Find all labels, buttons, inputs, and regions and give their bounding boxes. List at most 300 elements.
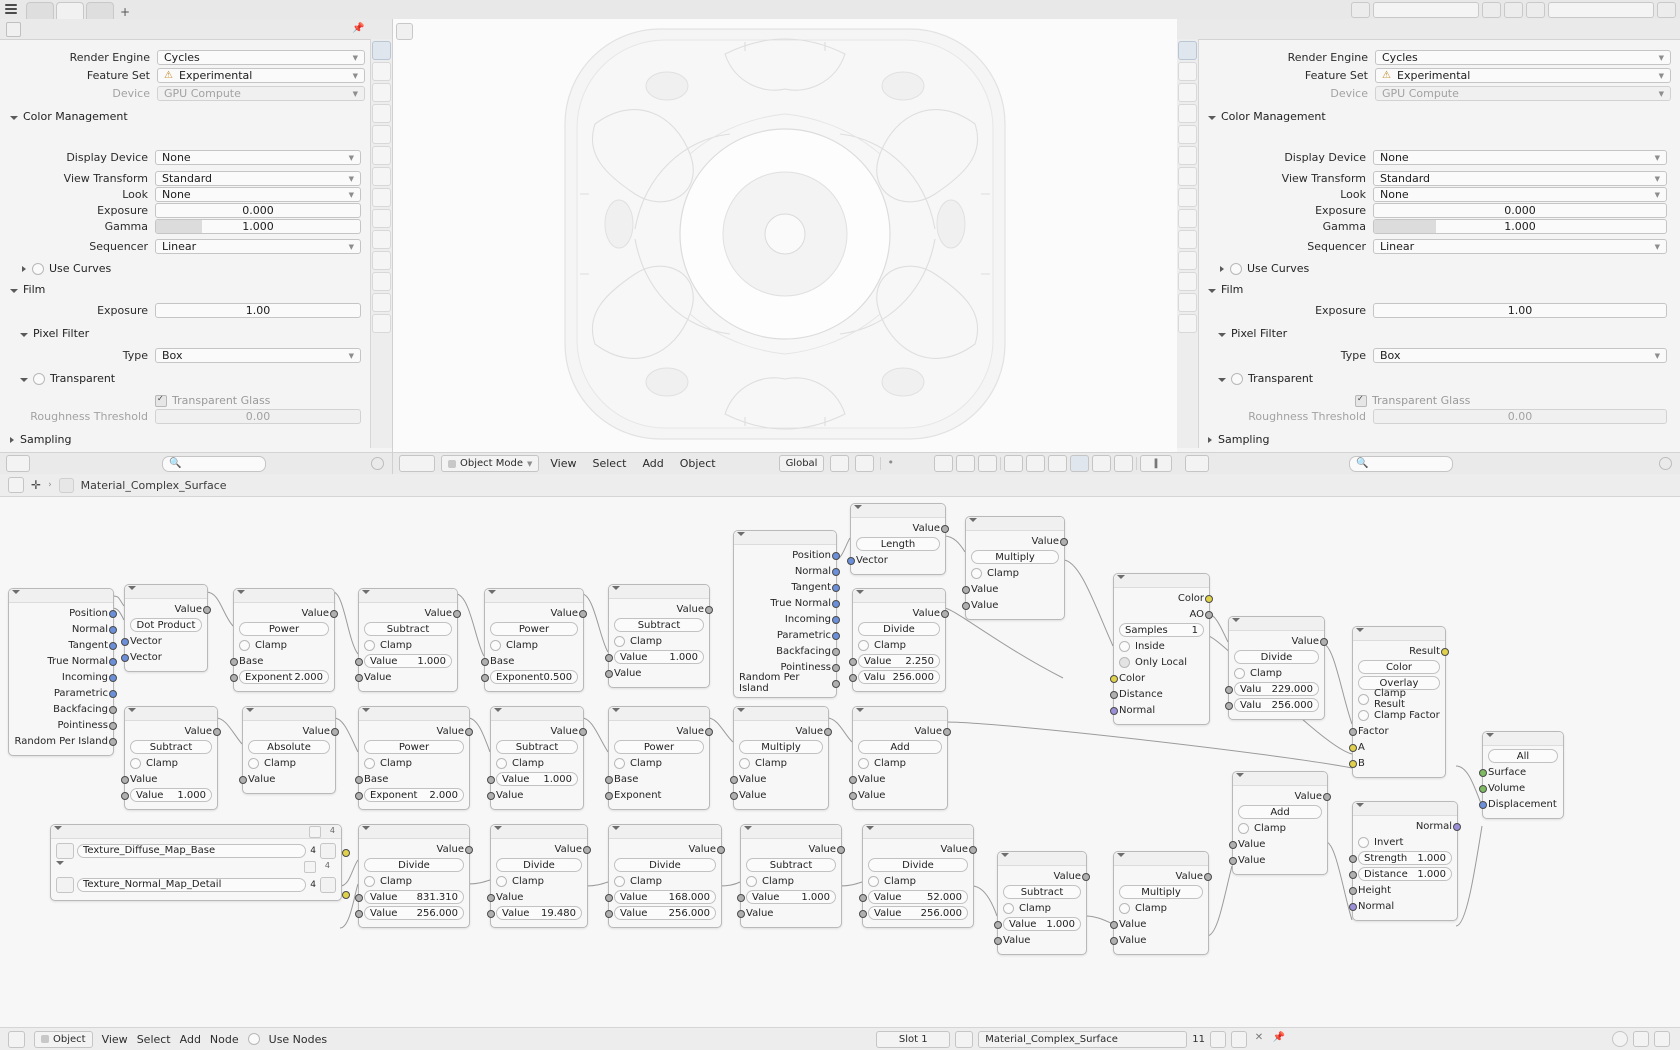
collapse-icon[interactable] bbox=[488, 590, 496, 594]
operation-dropdown[interactable]: Multiply bbox=[971, 550, 1059, 564]
image-icon-2[interactable] bbox=[304, 861, 316, 873]
collapse-icon[interactable] bbox=[737, 532, 745, 536]
resize-grip-icon[interactable] bbox=[371, 457, 384, 470]
value-field[interactable]: Value 168.000 bbox=[614, 890, 716, 904]
collapse-icon[interactable] bbox=[12, 590, 20, 594]
clamp-checkbox[interactable] bbox=[364, 876, 375, 887]
tab-world[interactable] bbox=[372, 125, 391, 144]
display-device-dropdown-r[interactable]: None ▼ bbox=[1373, 150, 1667, 165]
menu-icon[interactable] bbox=[5, 4, 17, 15]
value-field[interactable]: Value 19.480 bbox=[496, 906, 582, 920]
view-transform-dropdown[interactable] bbox=[155, 171, 361, 186]
tab-data-r[interactable] bbox=[1178, 272, 1197, 291]
clamp-checkbox[interactable] bbox=[496, 876, 507, 887]
render-engine-dropdown[interactable] bbox=[157, 50, 365, 65]
collapse-icon[interactable] bbox=[362, 590, 370, 594]
node-math-divide-2[interactable]: Value Divide Clamp Value Value 19.480 bbox=[490, 824, 588, 928]
warning-icon: ⚠ bbox=[1382, 69, 1391, 81]
node-math-divide-3[interactable]: Value Divide Clamp Value 168.000 Value 256.000 bbox=[608, 824, 722, 928]
pixel-filter-type-label: Type bbox=[122, 349, 148, 362]
material-name-field[interactable]: Material_Complex_Surface bbox=[978, 1031, 1187, 1048]
collapse-icon[interactable] bbox=[1117, 853, 1125, 857]
use-nodes-toggle[interactable]: Use Nodes bbox=[248, 1033, 328, 1046]
clamp-checkbox[interactable] bbox=[858, 758, 869, 769]
film-exposure-slider[interactable] bbox=[155, 303, 361, 318]
operation-dropdown[interactable]: Add bbox=[858, 740, 942, 754]
film-section[interactable] bbox=[10, 283, 45, 296]
transparent-checkbox[interactable] bbox=[33, 373, 45, 385]
exposure-value: 0.000 bbox=[242, 204, 274, 217]
workspace-tab-compositing[interactable] bbox=[86, 2, 114, 19]
inside-checkbox[interactable] bbox=[1119, 641, 1130, 652]
exponent-field[interactable]: Exponent 0.500 bbox=[490, 670, 578, 684]
render-engine-dropdown-r[interactable]: Cycles ▼ bbox=[1375, 50, 1671, 65]
search-input-r[interactable] bbox=[1349, 456, 1453, 472]
pixel-filter-section[interactable] bbox=[20, 327, 89, 340]
overlay-icon[interactable] bbox=[1004, 455, 1023, 472]
look-dropdown-r[interactable]: None ▼ bbox=[1373, 187, 1667, 202]
node-ambient-occlusion[interactable]: Color AO Samples 1 Inside Only Local Color Distance Normal bbox=[1113, 573, 1210, 725]
operation-dropdown[interactable]: Subtract bbox=[496, 740, 578, 754]
add-workspace-icon[interactable]: + bbox=[120, 5, 131, 19]
search-input[interactable] bbox=[162, 456, 266, 472]
workspace-tab-layout[interactable] bbox=[26, 2, 54, 19]
node-math-divide-4[interactable]: Value Divide Clamp Value 52.000 Value 256.000 bbox=[862, 824, 974, 928]
tab-collection-r[interactable] bbox=[1178, 146, 1197, 165]
collapse-icon[interactable] bbox=[237, 590, 245, 594]
pixel-filter-type-row-r: Type Box ▼ bbox=[1198, 348, 1676, 363]
tab-constraints-r[interactable] bbox=[1178, 251, 1197, 270]
properties-footer-right bbox=[1177, 452, 1680, 474]
use-curves-checkbox[interactable] bbox=[32, 263, 44, 275]
shading-material-icon[interactable] bbox=[1092, 455, 1111, 472]
tab-world-r[interactable] bbox=[1178, 125, 1197, 144]
node-header[interactable] bbox=[9, 589, 113, 603]
shading-wireframe-icon[interactable] bbox=[1048, 455, 1067, 472]
gamma-slider[interactable] bbox=[155, 219, 361, 234]
clamp-checkbox[interactable] bbox=[1238, 823, 1249, 834]
operation-dropdown[interactable]: Subtract bbox=[1003, 885, 1081, 899]
menu-object[interactable]: Object bbox=[679, 457, 716, 470]
collapse-icon[interactable] bbox=[856, 708, 864, 712]
value-field[interactable]: Value 1.000 bbox=[130, 788, 212, 802]
collapse-icon[interactable] bbox=[612, 586, 620, 590]
clamp-checkbox[interactable] bbox=[364, 640, 375, 651]
filter-icon[interactable] bbox=[956, 455, 975, 472]
operation-dropdown[interactable]: Subtract bbox=[130, 740, 212, 754]
sampling-section[interactable] bbox=[10, 433, 72, 446]
image-icon[interactable] bbox=[309, 826, 321, 838]
spacer-icon bbox=[903, 456, 920, 471]
tab-texture[interactable] bbox=[372, 314, 391, 333]
use-curves-checkbox-r[interactable] bbox=[1230, 263, 1242, 275]
node-math-add-2[interactable]: Value Add Clamp Value Value bbox=[1232, 771, 1328, 875]
viewport-3d[interactable] bbox=[392, 19, 1179, 474]
shield-icon[interactable] bbox=[1210, 1031, 1226, 1048]
operation-dropdown[interactable]: Power bbox=[614, 740, 704, 754]
roughness-threshold-slider-r[interactable]: 0.00 bbox=[1373, 409, 1667, 424]
collapse-icon[interactable] bbox=[866, 826, 874, 830]
view-layer-field[interactable] bbox=[1548, 2, 1654, 18]
viewport-editor-type-button[interactable] bbox=[399, 455, 435, 472]
value-field[interactable]: Value 2.250 bbox=[858, 654, 940, 668]
clamp-checkbox[interactable] bbox=[248, 758, 259, 769]
transparent-glass-row-r[interactable]: ✓ Transparent Glass bbox=[1355, 394, 1470, 407]
sampling-section-r[interactable]: Sampling bbox=[1208, 433, 1270, 446]
sequencer-dropdown[interactable] bbox=[155, 239, 361, 254]
film-section-r[interactable]: Film bbox=[1208, 283, 1243, 296]
look-row-r: Look None ▼ bbox=[1198, 187, 1676, 202]
collapse-icon[interactable] bbox=[744, 826, 752, 830]
menu-add[interactable]: Add bbox=[642, 457, 664, 470]
tab-particles-r[interactable] bbox=[1178, 209, 1197, 228]
new-view-layer-icon[interactable] bbox=[1657, 2, 1676, 18]
clamp-checkbox[interactable] bbox=[496, 758, 507, 769]
clamp-checkbox[interactable] bbox=[739, 758, 750, 769]
unlink-icon-2[interactable] bbox=[320, 877, 336, 893]
overlay-node-icon[interactable] bbox=[1633, 1031, 1649, 1047]
tab-material-r[interactable] bbox=[1178, 293, 1197, 312]
tab-data[interactable] bbox=[372, 272, 391, 291]
clamp-checkbox[interactable] bbox=[130, 758, 141, 769]
collapse-icon[interactable] bbox=[1001, 853, 1009, 857]
operation-dropdown[interactable]: Divide bbox=[858, 622, 940, 636]
workspace-tab-shading[interactable] bbox=[56, 2, 84, 19]
use-curves-row[interactable] bbox=[22, 262, 111, 275]
device-dropdown[interactable] bbox=[157, 86, 365, 101]
value-field[interactable]: Value 256.000 bbox=[364, 906, 464, 920]
menu-view-node[interactable]: View bbox=[101, 1032, 128, 1046]
view-transform-row-r: View Transform Standard ▼ bbox=[1198, 171, 1676, 186]
value-field[interactable]: Value 1.000 bbox=[746, 890, 836, 904]
feature-set-dropdown[interactable] bbox=[157, 68, 365, 83]
collapse-icon-2[interactable] bbox=[56, 861, 64, 865]
tab-modifiers-r[interactable] bbox=[1178, 188, 1197, 207]
clamp-checkbox[interactable] bbox=[239, 640, 250, 651]
value-field[interactable]: Value 256.000 bbox=[868, 906, 968, 920]
transparent-glass-checkbox-r[interactable] bbox=[1355, 395, 1367, 407]
snap-icon[interactable] bbox=[830, 455, 849, 472]
pixel-filter-section-r[interactable]: Pixel Filter bbox=[1218, 327, 1287, 340]
node-math-multiply-3[interactable]: Value Multiply Clamp Value Value bbox=[1113, 851, 1209, 955]
slot-dropdown[interactable]: Slot 1 bbox=[876, 1031, 950, 1048]
node-vector-math-dot[interactable]: Value Dot Product Vector Vector bbox=[124, 584, 208, 672]
color-management-section-r[interactable]: Color Management bbox=[1208, 110, 1326, 123]
clamp-checkbox[interactable] bbox=[364, 758, 375, 769]
close-icon[interactable]: ✕ bbox=[1254, 1031, 1264, 1043]
node-math-multiply-top[interactable]: Value Multiply Clamp Value Value bbox=[965, 516, 1065, 620]
unlink-icon[interactable] bbox=[320, 843, 336, 859]
collapse-icon[interactable] bbox=[494, 826, 502, 830]
users-count: 4 bbox=[310, 845, 316, 856]
tab-view-layer[interactable] bbox=[372, 83, 391, 102]
collapse-icon[interactable] bbox=[737, 708, 745, 712]
collapse-icon[interactable] bbox=[1236, 773, 1244, 777]
collapse-icon[interactable] bbox=[246, 708, 254, 712]
pixel-filter-type-dropdown[interactable] bbox=[155, 348, 361, 363]
sequencer-dropdown-r[interactable]: Linear ▼ bbox=[1373, 239, 1667, 254]
node-math-subtract-2[interactable]: Value Subtract Clamp Value 1.000 Value bbox=[608, 584, 710, 688]
view-layer-icon[interactable] bbox=[1526, 2, 1545, 18]
operation-dropdown[interactable]: Multiply bbox=[1119, 885, 1203, 899]
node-editor-type-icon[interactable] bbox=[8, 477, 24, 493]
collapse-icon[interactable] bbox=[856, 590, 864, 594]
node-mix-color[interactable]: Result Color Overlay Clamp Result Clamp Factor Factor A B bbox=[1352, 626, 1446, 778]
blend-type-dropdown[interactable]: Overlay bbox=[1358, 676, 1440, 690]
collapse-icon[interactable] bbox=[54, 826, 62, 830]
collapse-icon[interactable] bbox=[1356, 628, 1364, 632]
value-field[interactable]: Value 256.000 bbox=[614, 906, 716, 920]
transparent-section-r[interactable]: Transparent bbox=[1218, 372, 1313, 385]
menu-node[interactable]: Node bbox=[209, 1032, 239, 1046]
use-nodes-checkbox[interactable] bbox=[248, 1033, 260, 1045]
node-math-power-1[interactable]: Value Power Clamp Base Exponent 2.000 bbox=[233, 588, 335, 692]
exposure-slider-r[interactable]: 0.000 bbox=[1373, 203, 1667, 218]
operation-dropdown[interactable]: Absolute bbox=[248, 740, 330, 754]
image-browse-icon-2[interactable] bbox=[56, 877, 74, 893]
tab-scene-r[interactable] bbox=[1178, 104, 1197, 123]
clamp-checkbox[interactable] bbox=[614, 876, 625, 887]
clamp-checkbox[interactable] bbox=[490, 640, 501, 651]
scene-field[interactable] bbox=[1373, 2, 1479, 18]
tab-physics[interactable] bbox=[372, 230, 391, 249]
node-image-textures[interactable] bbox=[50, 824, 342, 901]
sequencer-row bbox=[0, 239, 366, 254]
clamp-result-checkbox[interactable] bbox=[1358, 694, 1369, 705]
collapse-icon[interactable] bbox=[362, 826, 370, 830]
operation-dropdown[interactable]: Multiply bbox=[739, 740, 823, 754]
viewport-editor-type-icon[interactable] bbox=[396, 23, 413, 40]
film-exposure-row bbox=[0, 303, 366, 318]
add-node-icon[interactable]: ✛ bbox=[31, 478, 42, 492]
chevron-down-icon: ▼ bbox=[1658, 53, 1664, 62]
value-field[interactable]: Value 52.000 bbox=[868, 890, 968, 904]
tab-collection[interactable] bbox=[372, 146, 391, 165]
editor-type-button-r[interactable] bbox=[1185, 455, 1209, 472]
copy-material-icon[interactable] bbox=[1231, 1031, 1247, 1048]
node-math-divide-ao[interactable]: Value Divide Clamp Valu 229.000 Valu 256.000 bbox=[1228, 616, 1325, 720]
operation-dropdown[interactable]: Divide bbox=[868, 858, 968, 872]
node-math-subtract-5[interactable]: Value Subtract Clamp Value 1.000 Value bbox=[740, 824, 842, 928]
interaction-mode-label: Object Mode bbox=[460, 458, 523, 469]
samples-field[interactable]: Samples 1 bbox=[1119, 623, 1204, 637]
only-local-checkbox[interactable] bbox=[1119, 657, 1130, 668]
node-math-subtract-4[interactable]: Value Subtract Clamp Value 1.000 Value bbox=[490, 706, 584, 810]
editor-type-button[interactable] bbox=[6, 455, 30, 472]
tab-modifiers[interactable] bbox=[372, 188, 391, 207]
xray-icon[interactable] bbox=[1026, 455, 1045, 472]
operation-dropdown[interactable]: Subtract bbox=[614, 618, 704, 632]
node-vector-length[interactable]: Value Length Vector bbox=[850, 503, 946, 575]
tab-render[interactable] bbox=[372, 41, 391, 60]
image-browse-icon[interactable] bbox=[56, 843, 74, 859]
operation-dropdown[interactable]: Divide bbox=[1234, 650, 1319, 664]
distance-field[interactable]: Distance 1.000 bbox=[1358, 867, 1452, 881]
transparent-checkbox-r[interactable] bbox=[1231, 373, 1243, 385]
clamp-checkbox[interactable] bbox=[1003, 903, 1014, 914]
tab-scene[interactable] bbox=[372, 104, 391, 123]
tab-physics-r[interactable] bbox=[1178, 230, 1197, 249]
tab-constraints[interactable] bbox=[372, 251, 391, 270]
node-math-subtract-3[interactable]: Value Subtract Clamp Value Value 1.000 bbox=[124, 706, 218, 810]
options-node-icon[interactable] bbox=[1654, 1031, 1670, 1047]
pause-render-button[interactable]: ‖ bbox=[1140, 455, 1172, 472]
collapse-icon[interactable] bbox=[969, 518, 977, 522]
snap-node-icon[interactable] bbox=[1612, 1031, 1628, 1047]
node-geometry-a[interactable] bbox=[8, 588, 114, 756]
value-field[interactable]: Value 1.000 bbox=[496, 772, 578, 786]
menu-view[interactable]: View bbox=[550, 457, 577, 470]
menu-select-node[interactable]: Select bbox=[136, 1032, 171, 1046]
clamp-checkbox[interactable] bbox=[1119, 903, 1130, 914]
transparent-glass-row[interactable] bbox=[155, 394, 270, 407]
operation-dropdown[interactable]: Power bbox=[364, 740, 464, 754]
operation-dropdown[interactable]: Subtract bbox=[364, 622, 452, 636]
target-dropdown[interactable]: All bbox=[1488, 749, 1558, 763]
collapse-icon[interactable] bbox=[612, 826, 620, 830]
operation-dropdown[interactable]: Length bbox=[856, 537, 940, 551]
feature-set-dropdown-r[interactable]: ⚠ Experimental ▼ bbox=[1375, 68, 1671, 83]
operation-dropdown[interactable]: Power bbox=[490, 622, 578, 636]
image-name-field[interactable]: Texture_Diffuse_Map_Base bbox=[77, 844, 306, 858]
tab-object[interactable] bbox=[372, 167, 391, 186]
value-field[interactable]: Value 1.000 bbox=[614, 650, 704, 664]
node-math-absolute[interactable]: Value Absolute Clamp Value bbox=[242, 706, 336, 794]
pixel-filter-type-dropdown-r[interactable]: Box ▼ bbox=[1373, 348, 1667, 363]
invert-checkbox[interactable] bbox=[1358, 837, 1369, 848]
film-exposure-slider-r[interactable]: 1.00 bbox=[1373, 303, 1667, 318]
clamp-checkbox[interactable] bbox=[858, 640, 869, 651]
node-math-multiply-2[interactable]: Value Multiply Clamp Value Value bbox=[733, 706, 829, 810]
use-curves-row-r[interactable]: Use Curves bbox=[1220, 262, 1309, 275]
device-dropdown-r[interactable]: GPU Compute ▼ bbox=[1375, 86, 1671, 101]
collapse-icon[interactable] bbox=[494, 708, 502, 712]
clamp-checkbox[interactable] bbox=[746, 876, 757, 887]
clamp-checkbox[interactable] bbox=[971, 568, 982, 579]
value-field[interactable]: Value 831.310 bbox=[364, 890, 464, 904]
collapse-icon[interactable] bbox=[1486, 733, 1494, 737]
collapse-icon[interactable] bbox=[1356, 803, 1364, 807]
transparent-glass-checkbox[interactable] bbox=[155, 395, 167, 407]
operation-dropdown[interactable]: Divide bbox=[614, 858, 716, 872]
socket-row: True Normal bbox=[14, 654, 108, 668]
look-dropdown[interactable] bbox=[155, 187, 361, 202]
operation-dropdown[interactable]: Power bbox=[239, 622, 329, 636]
clamp-checkbox[interactable] bbox=[1234, 668, 1245, 679]
display-device-dropdown[interactable] bbox=[155, 150, 361, 165]
data-type-dropdown[interactable]: Color bbox=[1358, 660, 1440, 674]
tab-render-r[interactable] bbox=[1178, 41, 1197, 60]
operation-dropdown[interactable]: Dot Product bbox=[130, 618, 202, 632]
node-material-output[interactable]: All Surface Volume Displacement bbox=[1482, 731, 1564, 819]
operation-dropdown[interactable]: Divide bbox=[364, 858, 464, 872]
scene-icon[interactable] bbox=[1351, 2, 1370, 18]
menu-select[interactable]: Select bbox=[592, 457, 627, 470]
clamp-checkbox[interactable] bbox=[868, 876, 879, 887]
exponent-field[interactable]: Exponent 2.000 bbox=[239, 670, 329, 684]
editor-type-icon[interactable] bbox=[6, 22, 21, 37]
node-math-power-3[interactable]: Value Power Clamp Base Exponent 2.000 bbox=[358, 706, 470, 810]
pin-icon[interactable]: 📌 bbox=[352, 23, 365, 34]
tab-output[interactable] bbox=[372, 62, 391, 81]
operation-dropdown[interactable]: Divide bbox=[496, 858, 582, 872]
editor-type-button-node[interactable] bbox=[8, 1031, 25, 1048]
collapse-icon[interactable] bbox=[128, 586, 136, 590]
operation-dropdown[interactable]: Subtract bbox=[746, 858, 836, 872]
gizmo-icon[interactable] bbox=[978, 455, 997, 472]
clamp-factor-checkbox[interactable] bbox=[1358, 710, 1369, 721]
look-label: Look bbox=[122, 188, 148, 201]
collapse-icon[interactable] bbox=[612, 708, 620, 712]
visibility-icon[interactable] bbox=[934, 455, 953, 472]
value-field[interactable]: Value 1.000 bbox=[364, 654, 452, 668]
proportional-edit-icon[interactable] bbox=[855, 455, 874, 472]
roughness-threshold-slider[interactable] bbox=[155, 409, 361, 424]
gamma-row-r: Gamma 1.000 bbox=[1198, 219, 1676, 234]
tab-object-r[interactable] bbox=[1178, 167, 1197, 186]
material-users-count: 11 bbox=[1192, 1033, 1205, 1045]
transparent-section[interactable] bbox=[20, 372, 115, 385]
tab-particles[interactable] bbox=[372, 209, 391, 228]
tab-view-layer-r[interactable] bbox=[1178, 83, 1197, 102]
node-math-divide-top[interactable]: Value Divide Clamp Value 2.250 Valu 256.000 bbox=[852, 588, 946, 692]
node-bump[interactable]: Normal Invert Strength 1.000 Distance 1.000 Height Normal bbox=[1352, 801, 1458, 921]
interaction-mode-dropdown[interactable]: Object Mode ▼ bbox=[441, 455, 539, 472]
node-math-power-4[interactable]: Value Power Clamp Base Exponent bbox=[608, 706, 710, 810]
new-scene-icon[interactable] bbox=[1482, 2, 1501, 18]
strength-field[interactable]: Strength 1.000 bbox=[1358, 851, 1452, 865]
value-field[interactable]: Valu 256.000 bbox=[858, 670, 940, 684]
node-geometry-b[interactable]: Position Normal Tangent True Normal Incoming Parametric Backfacing Pointiness Random Per Island bbox=[733, 530, 837, 698]
shading-rendered-icon[interactable] bbox=[1114, 455, 1133, 472]
clamp-checkbox[interactable] bbox=[614, 758, 625, 769]
node-math-power-2[interactable]: Value Power Clamp Base Exponent 0.500 bbox=[484, 588, 584, 692]
node-canvas[interactable] bbox=[0, 496, 1680, 1028]
gamma-slider-r[interactable]: 1.000 bbox=[1373, 219, 1667, 234]
view-transform-dropdown-r[interactable]: Standard ▼ bbox=[1373, 171, 1667, 186]
operation-dropdown[interactable]: Add bbox=[1238, 805, 1322, 819]
tab-output-r[interactable] bbox=[1178, 62, 1197, 81]
unlink-scene-icon[interactable] bbox=[1504, 2, 1523, 18]
collapse-icon[interactable] bbox=[128, 708, 136, 712]
exponent-field[interactable]: Exponent 2.000 bbox=[364, 788, 464, 802]
shading-type-dropdown[interactable]: Object bbox=[34, 1031, 93, 1048]
tab-material[interactable] bbox=[372, 293, 391, 312]
node-math-add-1[interactable]: Value Add Clamp Value Value bbox=[852, 706, 948, 810]
browse-material-icon[interactable] bbox=[955, 1031, 973, 1048]
exposure-slider[interactable] bbox=[155, 203, 361, 218]
pin-icon-node[interactable]: 📌 bbox=[1272, 1031, 1286, 1043]
transform-orientation-dropdown[interactable] bbox=[779, 455, 825, 472]
value-field[interactable]: Valu 229.000 bbox=[1234, 682, 1319, 696]
collapse-icon[interactable] bbox=[854, 505, 862, 509]
node-math-subtract-1[interactable]: Value Subtract Clamp Value 1.000 Value bbox=[358, 588, 458, 692]
clamp-checkbox[interactable] bbox=[614, 636, 625, 647]
collapse-icon[interactable] bbox=[1117, 575, 1125, 579]
image-name-field-2[interactable]: Texture_Normal_Map_Detail bbox=[77, 878, 306, 892]
collapse-icon[interactable] bbox=[362, 708, 370, 712]
menu-add-node[interactable]: Add bbox=[179, 1032, 201, 1046]
shading-solid-icon[interactable] bbox=[1070, 455, 1089, 472]
node-math-divide-1[interactable]: Value Divide Clamp Value 831.310 Value 256.000 bbox=[358, 824, 470, 928]
tab-texture-r[interactable] bbox=[1178, 314, 1197, 333]
value-field[interactable]: Valu 256.000 bbox=[1234, 698, 1319, 712]
collapse-icon[interactable] bbox=[1232, 618, 1240, 622]
color-management-section[interactable] bbox=[10, 110, 128, 123]
resize-grip-icon-r[interactable] bbox=[1659, 457, 1672, 470]
node-math-subtract-6[interactable]: Value Subtract Clamp Value 1.000 Value bbox=[997, 851, 1087, 955]
value-field[interactable]: Value 1.000 bbox=[1003, 917, 1081, 931]
